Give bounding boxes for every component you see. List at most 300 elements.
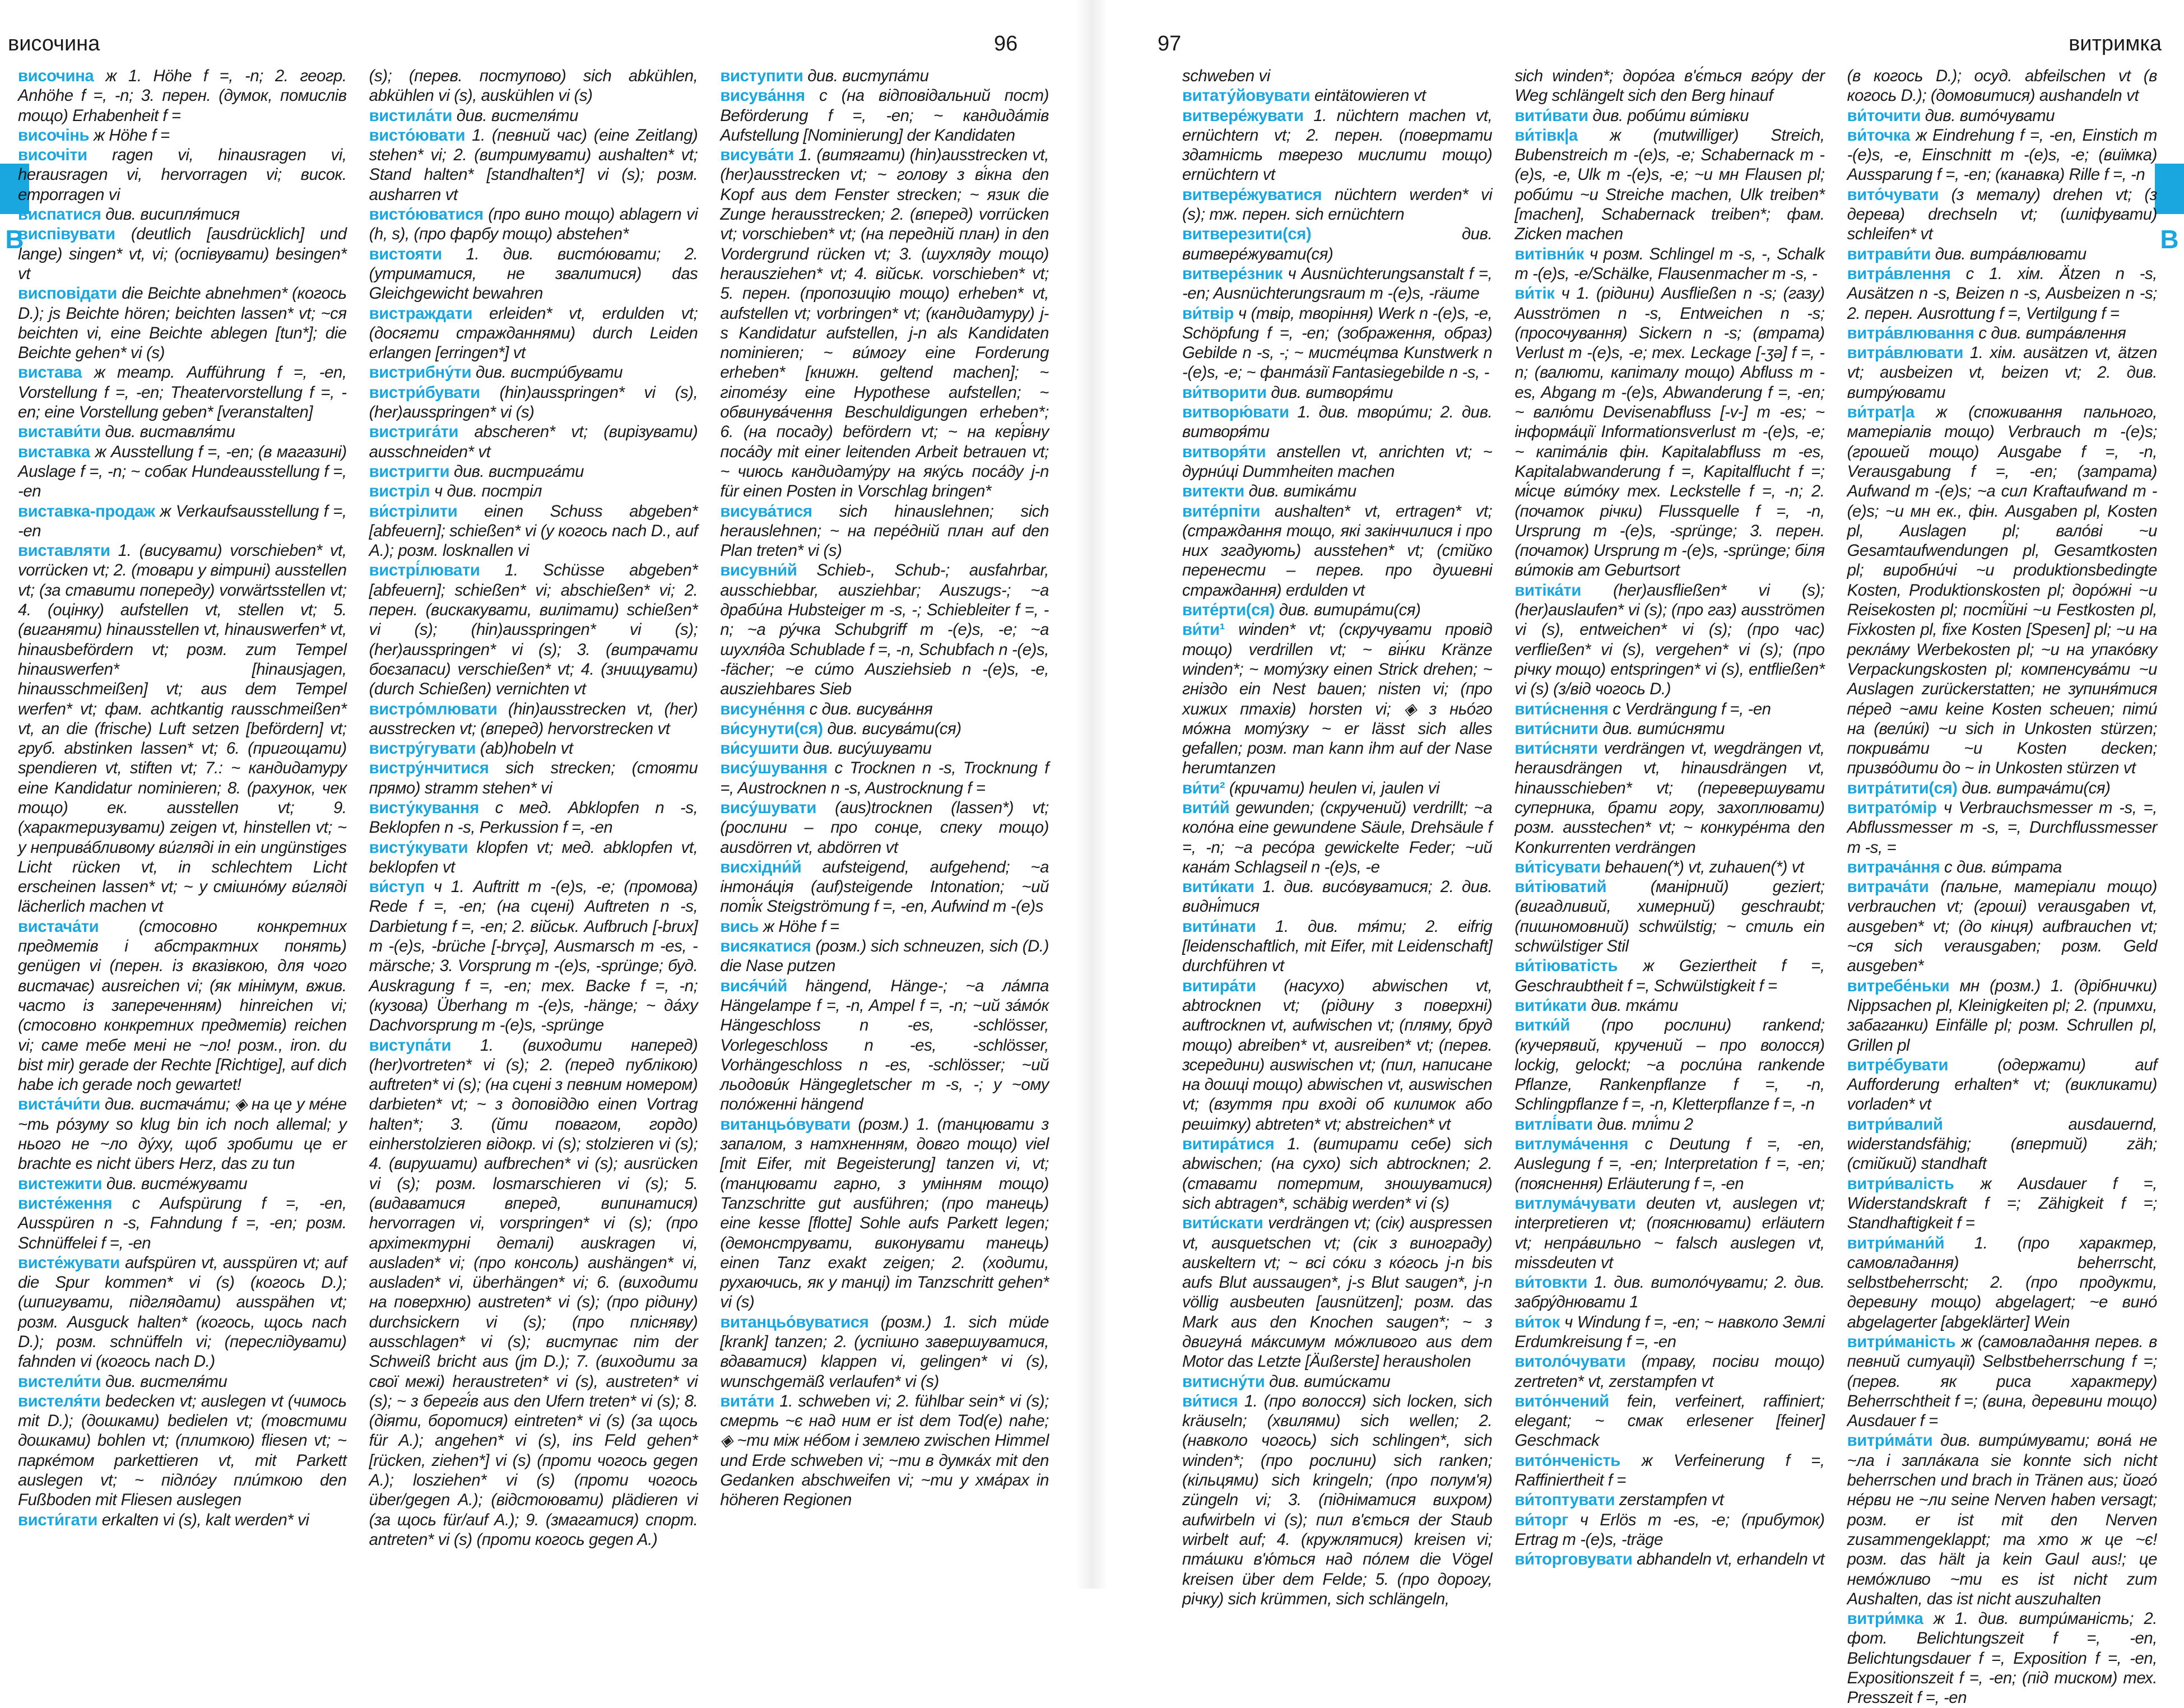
entry-definition: с див. витра́влення — [1978, 323, 2126, 342]
dictionary-entry — [369, 502, 698, 561]
entry-definition: eintätowieren vt — [1314, 86, 1426, 105]
entry-definition: (s); (перев. поступово) sich abkühlen, abkühlen vi (s), auskühlen vi (s) — [369, 67, 698, 105]
entry-definition: 1. (витягати) (hin)ausstrecken vt, (her)ausstrecken vt; ~ голову з ві́кна den Kopf aus dem Fenster strecken; ~ язик die Zunge herausstrecken; 2. (вперед) vorrücken vt; vorschieben* vt; (на передній план) in den Vordergrund rücken vt; 3. (шухляду тощо) herausziehen* vt; 4. військ. vorschieben* vt; 5. перен. (пропозицію тощо) erheben* vt, aufstellen vt; vorbringen* vt; (кандидатуру) j-s Kandidatur aufstellen, j-n als Kandidaten nominieren; ~ ви́могу eine Forderung erheben* [книжн. geltend machen]; ~ гіпоте́зу eine Hypothese aufstellen; ~ обвинува́чення Beschuldigungen erheben*; 6. (на посаду) befördern vt; ~ на кері́вну поса́ду mit einer leitenden Arbeit betrauen vt; ~ чиюсь кандидату́ру на яку́сь поса́ду j-n für einen Posten in Vorschlag bringen* — [720, 146, 1049, 501]
dictionary-entry — [1847, 323, 2157, 343]
dictionary-entry — [369, 560, 698, 699]
dictionary-entry — [1847, 1055, 2157, 1115]
entry-definition: ж (споживання пального, матеріалів тощо) Verbrauch m -(e)s; (грошей тощо) Ausgabe f =, -n, Verausgabung f =, -en; (затрата) Aufwand m -(e)s; ~а сил Kraftaufwand m -(e)s; ~и мн ек., фін. Ausgaben pl, Kosten pl, Auslagen pl; вало́ві ~и Gesamtaufwendungen pl, Gesamtkosten pl; виробни́чі ~и produktionsbedingte Kosten, Produktionskosten pl; доро́жні ~и Reisekosten pl; пості́йні ~и Festkosten pl, Fixkosten pl, fixe Kosten [Spesen] pl; ~и на рекла́му Werbekosten pl; ~и на упако́вку Verpackungskosten pl; компенсува́ти ~и Auslagen zurückerstatten; не зупиня́тися пе́ред ~ами keine Kosten scheuen; піти́ на (вели́кі) ~и sich in Unkosten stürzen; покрива́ти ~и Kosten decken; призво́дити до ~ in Unkosten stürzen vt — [1847, 403, 2157, 778]
dictionary-entry — [1182, 1134, 1492, 1213]
entry-headword: виставка — [18, 442, 90, 461]
dictionary-entry — [1182, 402, 1492, 442]
left-column-3 — [709, 66, 1060, 1574]
entry-headword: витрато́мір — [1847, 798, 1937, 817]
dictionary-entry — [1847, 778, 2157, 798]
entry-headword: витри́мка — [1847, 1609, 1923, 1628]
entry-definition: див. виставля́ти — [105, 423, 235, 442]
entry-headword: вису́шування — [720, 759, 828, 778]
dictionary-entry — [369, 126, 698, 205]
entry-definition: 1. див. висо́вуватися; 2. див. видні́тися — [1182, 878, 1493, 916]
entry-headword: витвере́жуватися — [1182, 185, 1322, 204]
entry-headword: витра́влення — [1847, 264, 1951, 283]
entry-headword: вистрі́лювати — [369, 561, 480, 580]
right-column-3 — [1836, 66, 2168, 1707]
entry-definition: winden* vt; (скручувати провід тощо) verdrillen vt; ~ він́ки Kränze winden*; ~ моту́зку einen Strick drehen; ~ гніздо ein Nest bauen; nisten vi; (про хижих птахів) horsten vi; ◈ з ньо́го мо́жна моту́зку ~ er lässt sich alles gefallen; розм. man kann ihm auf der Nase herumtanzen — [1182, 620, 1493, 778]
dictionary-entry — [1847, 1609, 2157, 1707]
dictionary-entry — [1514, 1549, 1824, 1569]
entry-definition: с див. висува́ння — [809, 699, 933, 718]
entry-headword: висту́кування — [369, 798, 479, 817]
entry-headword: виспівувати — [18, 225, 115, 244]
entry-headword: вистри́бувати — [369, 383, 480, 402]
entry-definition: с Verdrängung f =, -en — [1613, 699, 1771, 718]
entry-headword: ви́твір — [1182, 304, 1234, 323]
entry-headword: витри́маність — [1847, 1333, 1956, 1351]
entry-headword: вито́чувати — [1847, 185, 1939, 204]
dictionary-entry — [1182, 442, 1492, 482]
entry-definition: sich hinauslehnen; sich herauslehnen; ~ на пере́дній план auf den Plan treten* vi (s) — [720, 502, 1049, 560]
dictionary-entry — [1847, 1233, 2157, 1332]
entry-headword: вистру́нчитися — [369, 759, 489, 778]
entry-headword: ви́трат|а — [1847, 403, 1915, 422]
dictionary-entry — [1182, 304, 1492, 383]
dictionary-entry — [1514, 126, 1824, 244]
entry-headword: витлі́вати — [1514, 1115, 1593, 1134]
dictionary-entry — [1514, 1352, 1824, 1391]
entry-headword: вистру́гувати — [369, 739, 476, 758]
entry-definition: ч Windung f =, -en; ~ навколо Землі Erdumkreisung f =, -en — [1514, 1312, 1825, 1351]
entry-definition: Schieb-, Schub-; ausfahrbar, ausschiebbar, ausziehbar; Auszugs-; ~а драби́на Hubsteiger m -s, -; Schiebleiter f =, -n; ~а ру́чка Schubgriff m -(e)s, -e; ~а шухля́да Schublade f =, -n, Schubfach n -(e)s, -fächer; ~е си́то Ausziehsieb n -(e)s, -e, ausziehbares Sieb — [720, 561, 1049, 699]
entry-headword: ви́точка — [1847, 126, 1910, 145]
entry-definition: (ab)hobeln vt — [480, 739, 573, 758]
entry-headword: витребе́ньки — [1847, 976, 1950, 995]
entry-definition: 1. (певний час) (eine Zeitlang) stehen* vi; 2. (витримувати) aushalten* vt; Stand halten* [standhalten*] vi (s); розм. ausharren vt — [369, 126, 698, 204]
dictionary-entry — [369, 798, 698, 838]
dictionary-entry — [1514, 1451, 1824, 1491]
right-page — [1108, 0, 2184, 1707]
dictionary-entry — [1182, 264, 1492, 304]
dictionary-entry — [1847, 244, 2157, 264]
entry-headword: ви́ток — [1514, 1312, 1560, 1331]
dictionary-entry — [720, 560, 1049, 699]
dictionary-entry — [369, 739, 698, 758]
entry-definition: ж Verkaufsausstellung f =, -en — [18, 502, 347, 540]
dictionary-entry — [1847, 798, 2157, 857]
dictionary-entry — [1514, 1312, 1824, 1352]
entry-headword: витрача́ти — [1847, 878, 1929, 897]
entry-definition: 1. (виходити наперед) (her)vortreten* vi (s); 2. (перед публікою) auftreten* vi (s); (на сцені з певним номером) darbieten* vt; ~ з доповіддю einen Vortrag halten*; 3. (йти повагом, гордо) einherstolzieren відокр. vi (s); stolzieren vi (s); 4. (вирушати) aufbrechen* vi (s); ausrücken vi (s); розм. losmarschieren vi (s); 5. (видаватися вперед, випинатися) hervorragen vi, vorspringen* vi (s); (про архітектурні деталі) auskragen vi, ausladen* vi; (про консоль) aushängen* vi, ausladen* vi, überhängen* vi; 6. (виходити на поверхню) austreten* vi (s); (про рідину) durchsickern vi (s); (про плісняву) ausschlagen* vi (s); виступає піт der Schweiß bricht aus (jm D.); 7. (виходити за свої межі) heraustreten* vi (s), austreten* vi (s); ~ з берегі́в aus den Ufern treten* vi (s); 8. (діяти, боротися) eintreten* vi (s) (за щось für A.); angehen* vi (s), ins Feld gehen* [rücken, ziehen*] vi (s) (проти чогось gegen A.); losziehen* vi (s) (проти чогось über/gegen A.); (відстоювати) plädieren vi (за щось für/auf A.); 9. (змагатися) спорт. antreten* vi (s) (проти когось gegen A.) — [369, 1036, 698, 1549]
entry-headword: ви́ти² — [1182, 778, 1225, 797]
entry-definition: с мед. Abklopfen n -s, Beklopfen n -s, Perkussion f =, -en — [369, 798, 698, 837]
dictionary-entry — [1182, 106, 1492, 185]
entry-headword: витри́мани́й — [1847, 1233, 1945, 1252]
entry-definition: (стосовно конкретних предметів і абстрактних понять) genügen vi (перен. із вказівкою, для чого вистачає) ausreichen vi; (як мінімум, вжив. часто із запереченням) hinreichen vi; (стосовно конкретних предметів) reichen vi; саме тебе мені не ~ло! розм., iron. du bist mir) gerade der Rechte [Richtige], auf dich habe ich gerade noch gewartet! — [18, 917, 347, 1094]
entry-definition: див. вистача́ти; ◈ на це у ме́не ~ть ро́зуму so klug bin ich noch allemal; у нього не ~ло ду́ху, щоб зробити це er brachte es nicht übers Herz, das zu tun — [18, 1095, 347, 1173]
entry-headword: ви́тися — [1182, 1391, 1238, 1410]
dictionary-entry — [720, 798, 1049, 857]
entry-definition: 1. (висувати) vorschieben* vt, vorrücken vt; 2. (товари у вітрині) ausstellen vt; (за ставити попереду) vorwärtsstellen vt; 4. (оцінку) aufstellen vt, stellen vt; 5. (виганяти) hinausstellen vt, hinauswerfen* vt, hinausbefördern vt; розм. zum Tempel hinauswerfen* [hinausjagen, hinausschmeißen] vt; aus dem Tempel werfen* vt; фам. achtkantig rausschmeißen* vt, an die (frische) Luft setzen [befördern] vt; груб. abstinken lassen* vt; 6. (пригощати) spendieren vt, stiften vt; 7.: ~ кандидатуру eine Kandidatur nominieren; 8. (рахунок, чек тощо) ек. ausstellen vt; 9. (характеризувати) zeigen vt, hinstellen vt; ~ у неприва́бливому ви́гляді in ein ungünstiges Licht rücken vt, in schlechtem Licht erscheinen lassen* vt; ~ у смішно́му ви́гляді lächerlich machen vt — [18, 541, 347, 916]
dictionary-entry — [720, 145, 1049, 501]
entry-headword: вите́рти(ся) — [1182, 601, 1275, 620]
dictionary-entry — [1847, 66, 2157, 106]
entry-definition: ч 1. (рідини) Ausfließen n -s; (газу) Ausströmen n -s, Entweichen n -s; (просочування) Sickern n -s; (втрата) Verlust m -(e)s, -e; тех. Leckage [-ʒə] f =, -n; (валюти, капіталу тощо) Abfluss m -es, Abgang m -(e)s, Abwanderung f =, -en; ~ валю́ти Devisenabfluss [-v-] m -es; ~ інформа́ції Informationsverlust m -(e)s, -e; ~ капіта́лів фін. Kapitalabfluss m -es, Kapitalabwanderung f =, Kapitalflucht f =; мі́сце ви́то́ку тех. Leckstelle f =, -n; 2. (початок річки) Flussquelle f =, -n, Ursprung m -(e)s, -sprünge; 3. перен. (початок) Ursprung m -(e)s, -sprünge; біля ви́токів am Geburtsort — [1514, 284, 1825, 580]
entry-headword: ви́точити — [1847, 106, 1921, 125]
dictionary-entry — [369, 481, 698, 501]
entry-headword: ви́тісувати — [1514, 857, 1601, 876]
dictionary-entry — [18, 1372, 347, 1391]
entry-definition: див. тлі́ти 2 — [1597, 1115, 1693, 1134]
entry-headword: вити́снення — [1514, 699, 1609, 718]
entry-definition: (про рослини) rankend; (кучерявий, кручений – про волосся) lockig, gelockt; ~а росли́на rankende Pflanze, Rankenpflanze f =, -n, Schlingpflanze f =, -n, Kletterpflanze f =, -n — [1514, 1016, 1825, 1114]
entry-headword: вистави́ти — [18, 423, 101, 442]
entry-definition: ragen vi, hinausragen vi, herausragen vi, hervorragen vi; висок. emporragen vi — [18, 146, 347, 204]
entry-headword: виста́чи́ти — [18, 1095, 100, 1114]
dictionary-entry — [1514, 877, 1824, 956]
entry-definition: (hin)ausstrecken vt, (her) ausstrecken vt; (вперед) hervorstrecken vt — [369, 699, 698, 738]
left-running-head: височина — [8, 32, 100, 55]
entry-headword: вистріл — [369, 482, 430, 501]
entry-definition: ж (самовладання перев. в певний ситуації) Selbstbeherrschung f =; (перев. як риса характеру) Beherrschtheit f =; (вина, деревини тощо) Ausdauer f = — [1847, 1333, 2157, 1431]
entry-headword: висякатися — [720, 937, 811, 956]
entry-definition: abscheren* vt; (вирізувати) ausschneiden* vt — [369, 423, 698, 461]
entry-definition: див. вистеля́ти — [105, 1372, 227, 1391]
right-column-1 — [1171, 66, 1503, 1608]
entry-definition: aufspüren vt, ausspüren vt; auf die Spur kommen* vi (s) (когось D.); (шпигувати, підглядати) ausspähen vt; розм. Ausguck halten* (когось, щось nach D.); розм. schnüffeln vi; (переслідувати) fahnden vi (когось nach D.) — [18, 1253, 347, 1371]
entry-headword: виспатися — [18, 205, 101, 224]
entry-headword: витра́влювати — [1847, 344, 1963, 363]
entry-headword: височина — [18, 67, 94, 85]
entry-headword: вистояти — [369, 244, 442, 263]
entry-definition: див. роби́ти ви́тівки — [1592, 106, 1749, 125]
dictionary-entry — [1847, 264, 2157, 323]
dictionary-entry — [18, 205, 347, 224]
dictionary-entry — [18, 1510, 347, 1530]
entry-definition: ж Ausdauer f =, Widerstandskraft f =; Zähigkeit f =; Standhaftigkeit f = — [1847, 1174, 2157, 1233]
dictionary-entry — [18, 1253, 347, 1372]
dictionary-entry — [1182, 1372, 1492, 1391]
entry-definition: (одержати) auf Aufforderung erhalten* vt; (викликати) vorladen* vt — [1847, 1055, 2157, 1114]
dictionary-entry — [18, 284, 347, 363]
entry-headword: вистила́ти — [369, 106, 453, 125]
book-gutter — [1076, 0, 1108, 1589]
entry-definition: див. витира́ти(ся) — [1279, 601, 1421, 620]
left-columns — [7, 66, 1060, 1574]
dictionary-entry — [1182, 383, 1492, 402]
entry-definition: с (на відповідальний пост) Beförderung f =, -en; ~ кандида́тів Aufstellung [Nominierung] der Kandidaten — [720, 86, 1049, 145]
entry-headword: вистригти — [369, 462, 450, 481]
dictionary-entry — [1514, 1194, 1824, 1273]
entry-headword: висто́ювати — [369, 126, 466, 145]
entry-headword: витира́ти — [1182, 976, 1256, 995]
entry-headword: ви́товкти — [1514, 1273, 1588, 1292]
dictionary-entry — [18, 66, 347, 126]
entry-definition: див. висува́ти(ся) — [827, 719, 961, 738]
dictionary-entry — [1182, 778, 1492, 798]
right-page-number: 97 — [1158, 32, 1182, 55]
dictionary-entry — [18, 1094, 347, 1173]
entry-definition: див. витворя́ти — [1271, 383, 1393, 402]
dictionary-entry — [18, 917, 347, 1095]
entry-definition: 1. див. твори́ти; 2. див. витворя́ти — [1182, 403, 1493, 442]
entry-headword: ви́ступ — [369, 878, 425, 897]
entry-headword: вистраждати — [369, 304, 473, 323]
entry-headword: витисну́ти — [1182, 1372, 1265, 1391]
entry-headword: ви́торг — [1514, 1510, 1568, 1529]
entry-definition: (пальне, матеріали тощо) verbrauchen vt; (гроші) verausgaben vt, ausgeben* vt; (до кінця) aufbrauchen vt; ~ся sich verausgaben; розм. Geld ausgeben* — [1847, 878, 2157, 976]
entry-definition: див. витри́мувати; вона́ не ~ла і запла́кала sie konnte sich nicht beherrschen und brach in Tränen aus; його́ не́рви не ~ли seine Nerven haben versagt; розм. er ist mit den Nerven zusammengeklappt; та хто ж це ~є! розм. das hält ja kein Gaul aus!; це немо́жливо ~ти es ist nicht zum Aushalten, das ist nicht auszuhalten — [1847, 1431, 2157, 1608]
entry-definition: 1. nüchtern machen vt, ernüchtern vt; 2. перен. (повертати здатність тверезо мислити тощо) ernüchtern vt — [1182, 106, 1493, 184]
dictionary-entry — [720, 976, 1049, 1115]
dictionary-entry — [1847, 402, 2157, 778]
entry-headword: вистели́ти — [18, 1372, 101, 1391]
entry-headword: ви́сунути(ся) — [720, 719, 823, 738]
entry-headword: витра́тити(ся) — [1847, 778, 1958, 797]
dictionary-entry — [1514, 66, 1824, 106]
entry-definition: die Beichte abnehmen* (когось D.); js Beichte hören; beichten lassen* vt; ~ся beichten vi, eine Beichte ablegen [tun*]; die Beichte gehen* vi (s) — [18, 284, 347, 363]
dictionary-entry — [369, 462, 698, 481]
entry-definition: с Trocknen n -s, Trocknung f =, Austrocknen n -s, Austrocknung f = — [720, 759, 1049, 797]
entry-headword: виставляти — [18, 541, 110, 560]
entry-definition: (розм.) sich schneuzen, sich (D.) die Nase putzen — [720, 937, 1049, 976]
entry-definition: sich strecken; (стояти прямо) stramm stehen* vi — [369, 759, 698, 797]
entry-headword: височіти — [18, 146, 87, 165]
entry-headword: витворя́ти — [1182, 442, 1266, 461]
entry-definition: (deutlich [ausdrücklich] und lange) singen* vt, vi; (оспівувати) besingen* vt — [18, 225, 347, 283]
dictionary-entry — [18, 541, 347, 917]
dictionary-entry — [369, 699, 698, 739]
entry-headword: ви́торговувати — [1514, 1550, 1633, 1569]
entry-definition: 1. (витирати себе) sich abwischen; (на сухо) sich abtrocknen; 2. (ставати потертим, зношуватися) sich abtragen*, schäbig werden* vi (s) — [1182, 1135, 1493, 1213]
dictionary-entry — [720, 86, 1049, 145]
entry-headword: вита́ти — [720, 1391, 774, 1410]
dictionary-entry — [720, 857, 1049, 917]
entry-definition: erkalten vi (s), kalt werden* vi — [101, 1510, 309, 1529]
entry-definition: див. вити́сняти — [1602, 719, 1725, 738]
right-running-head: витримка — [2069, 32, 2162, 55]
entry-definition: verdrängen vt; (сік) auspressen vt, ausquetschen vt; (сік з винограду) auskeltern vt; ~ всі со́ки з ко́гось j-n bis aufs Blut aussaugen*, j-s Blut saugen*, j-n völlig ausbeuten [ausnützen]; розм. das Mark aus den Knochen saugen*; ~ з двигуна́ ма́ксимум мо́жливого aus dem Motor das Letzte [Äußerste] herausholen — [1182, 1214, 1493, 1371]
entry-definition: ч 1. Auftritt m -(e)s, -e; (промова) Rede f =, -en; (на сцені) Auftreten n -s, Darbietung f =, -en; 2. військ. Aufbruch [-brux] m -(e)s, -brüche [-brʏçə], Ausmarsch m -es, -märsche; 3. Vorsprung m -(e)s, -sprünge; буд. Auskragung f =, -en; тех. Backe f =, -n; (кузова) Überhang m -(e)s, -hänge; ~ да́ху Dachvorsprung m -(e)s, -sprünge — [369, 878, 698, 1035]
dictionary-entry — [1847, 106, 2157, 126]
entry-headword: виступити — [720, 67, 803, 85]
dictionary-entry — [1182, 976, 1492, 1134]
dictionary-entry — [1847, 877, 2157, 976]
dictionary-entry — [1182, 1391, 1492, 1609]
entry-definition: (aus)trocknen (lassen*) vt; (рослини – про сонце, спеку тощо) ausdörren vt, abdörren vt — [720, 798, 1049, 857]
dictionary-entry — [720, 66, 1049, 86]
entry-definition: ж Höhe f = — [763, 917, 839, 936]
dictionary-entry — [720, 917, 1049, 936]
dictionary-entry — [1514, 1015, 1824, 1114]
entry-definition: див. вистри́бувати — [476, 363, 623, 382]
dictionary-entry — [1182, 66, 1492, 86]
entry-definition: див. вито́чувати — [1925, 106, 2055, 125]
dictionary-entry — [1847, 976, 2157, 1055]
entry-headword: вису́шувати — [720, 798, 816, 817]
dictionary-entry — [1514, 284, 1824, 580]
entry-headword: виставка-продаж — [18, 502, 155, 521]
entry-definition: (кричати) heulen vi, jaulen vi — [1229, 778, 1440, 797]
entry-definition: ч (твір, творіння) Werk n -(e)s, -e, Schöpfung f =, -en; (зображення, образ) Gebilde n -s, -; ~ мисте́цтва Kunstwerk n -(e)s, -e; ~ фанта́зії Fantasiegebilde n -s, - — [1182, 304, 1493, 382]
entry-headword: вити́нати — [1182, 917, 1256, 936]
entry-definition: deuten vt, auslegen vt; interpretieren vt; (пояснювати) erläutern vt; непра́вильно ~ falsch auslegen vt, missdeuten vt — [1514, 1194, 1825, 1272]
dictionary-entry — [1514, 244, 1824, 284]
entry-headword: вистрибну́ти — [369, 363, 472, 382]
dictionary-entry — [1847, 343, 2157, 402]
entry-headword: вити́й — [1182, 798, 1230, 817]
entry-headword: вися́чи́й — [720, 976, 787, 995]
dictionary-entry — [369, 758, 698, 798]
entry-definition: ч Ausnüchterungsanstalt f =, -en; Ausnüchterungsraum m -(e)s, -räume — [1182, 264, 1493, 303]
entry-definition: ж Geziertheit f =, Geschraubtheit f =, Schwülstigkeit f = — [1514, 957, 1825, 995]
dictionary-entry — [18, 145, 347, 205]
entry-headword: висуне́ння — [720, 699, 805, 718]
dictionary-entry — [1847, 1332, 2157, 1431]
entry-headword: витверезити(ся) — [1182, 225, 1312, 244]
dictionary-entry — [18, 442, 347, 502]
entry-definition: ж Verfeinerung f =, Raffiniertheit f = — [1514, 1451, 1825, 1490]
entry-definition: zerstampfen vt — [1619, 1491, 1724, 1510]
entry-definition: див. вистеля́ти — [456, 106, 579, 125]
right-columns — [1171, 66, 2168, 1707]
dictionary-entry — [1514, 1115, 1824, 1134]
entry-headword: вити́снити — [1514, 719, 1598, 738]
right-column-2 — [1503, 66, 1836, 1574]
entry-definition: с див. ви́трата — [1944, 857, 2062, 876]
entry-definition: (в когось D.); осуд. abfeilschen vt (в когось D.); (домовитися) aushandeln vt — [1847, 67, 2157, 105]
entry-definition: див. витрача́ти(ся) — [1962, 778, 2111, 797]
entry-definition: einen Schuss abgeben* [abfeuern]; schießen* vi (у когось nach D., auf A.); розм. losknallen vi — [369, 502, 698, 560]
dictionary-entry — [1514, 106, 1824, 126]
dictionary-entry — [1514, 1391, 1824, 1451]
entry-definition: ч Erlös m -es, -e; (прибуток) Ertrag m -(e)s, -träge — [1514, 1510, 1825, 1549]
entry-definition: (hin)ausspringen* vi (s), (her)ausspringen* vi (s) — [369, 383, 698, 422]
entry-headword: ви́тік — [1514, 284, 1555, 303]
entry-headword: ви́стрілити — [369, 502, 458, 521]
entry-headword: вистежити — [18, 1174, 103, 1193]
entry-definition: (розм.) 1. sich müde [krank] tanzen; 2. (успішно завершуватися, вдаватися) klappen vi, gelingen* vi (s), wunschgemäß verlaufen* vi (s) — [720, 1312, 1049, 1391]
dictionary-entry — [1182, 600, 1492, 620]
left-column-1 — [7, 66, 358, 1574]
entry-definition: див. вису́шувати — [803, 739, 932, 758]
dictionary-entry — [369, 205, 698, 244]
entry-definition: ж 1. Höhe f =, -n; 2. геогр. Anhöhe f =, -n; 3. перен. (думок, помислів тощо) Erhabenheit f = — [18, 67, 347, 125]
dictionary-entry — [369, 877, 698, 1035]
dictionary-entry — [1182, 798, 1492, 877]
entry-definition: див. вистрига́ти — [453, 462, 584, 481]
entry-definition: klopfen vt; мед. abklopfen vt, beklopfen vt — [369, 838, 698, 876]
thumb-tab-letter: В — [2155, 214, 2184, 264]
dictionary-entry — [18, 1194, 347, 1253]
entry-definition: bedecken vt; auslegen vt (чимось mit D.); (дошками) bedielen vt; (товстими дошками) bohlen vt; (плиткою) fliesen vt; ~ парке́том parkettieren vt, mit Parkett auslegen vt; ~ підло́гу пли́ткою den Fußboden mit Fliesen auslegen — [18, 1391, 347, 1510]
entry-headword: витлума́чувати — [1514, 1194, 1636, 1213]
entry-definition: 1. див. витоло́чувати; 2. див. забру́днювати 1 — [1514, 1273, 1825, 1312]
entry-headword: витвере́зник — [1182, 264, 1283, 283]
dictionary-entry — [369, 383, 698, 423]
entry-headword: висту́кувати — [369, 838, 468, 857]
entry-headword: витрави́ти — [1847, 244, 1931, 263]
entry-headword: ви́сушити — [720, 739, 799, 758]
left-column-2 — [358, 66, 709, 1574]
entry-definition: 1. (про волосся) sich locken, sich kräuseln; (хвилями) sich wellen; 2. (навколо чогось) sich schlingen*, sich winden*; (про рослини) sich ranken; (кільцями) sich kringeln; (про полум'я) züngeln vi; 3. (підніматися вихром) aufwirbeln vi (s); пил в'ється der Staub wirbelt auf; 4. (кружлятися) kreisen vi; пта́шки в'ю́ться над по́лем die Vögel kreisen über dem Felde; 5. (про дорогу, річку) sich krümmen, sich schlängeln, — [1182, 1391, 1493, 1608]
entry-definition: aufsteigend, aufgehend; ~а інтона́ція (auf)steigende Intonation; ~ий поті́к Steigströmung f =, -en, Aufwind m -(e)s — [720, 857, 1049, 916]
entry-headword: висти́гати — [18, 1510, 97, 1529]
dictionary-entry — [18, 363, 347, 422]
entry-definition: ж Ausstellung f =, -en; (в магазині) Auslage f =, -n; ~ собак Hundeausstellung f =, -en — [18, 442, 347, 501]
entry-definition: (her)ausfließen* vi (s); (her)auslaufen* vi (s); (про газ) ausströmen vi (s), entweichen* vi (s); (про час) verfließen* vi (s), vergehen* vi (s); (про річку тощо) entspringen* vi (s), entfließen* vi (s) (з/від чогось D.) — [1514, 581, 1825, 699]
entry-headword: витвере́жувати — [1182, 106, 1304, 125]
dictionary-entry — [720, 1391, 1049, 1510]
dictionary-entry — [1847, 1115, 2157, 1174]
entry-definition: мн (розм.) 1. (дрібнички) Nippsachen pl, Kleinigkeiten pl; 2. (примхи, забаганки) Einfälle pl; розм. Schrullen pl, Grillen pl — [1847, 976, 2157, 1055]
entry-definition: abhandeln vt, erhandeln vt — [1637, 1550, 1825, 1569]
entry-definition: ж театр. Aufführung f =, -en, Vorstellung f =, -en; Theatervorstellung f =, -en; eine Vorstellung geben* [veranstalten] — [18, 363, 347, 422]
entry-headword: вити́кати — [1182, 878, 1254, 897]
dictionary-entry — [369, 1036, 698, 1550]
dictionary-entry — [369, 304, 698, 363]
entry-headword: витівни́к — [1514, 244, 1584, 263]
dictionary-entry — [369, 106, 698, 126]
entry-definition: 1. schweben vi; 2. fühlbar sein* vi (s); смерть ~є над ним er ist dem Tod(e) nahe; ◈ ~ти між не́бом і землею zwischen Himmel und Erde schweben vi; ~ти в думка́х mit den Gedanken abschweifen vi; ~ти у хма́рах in höheren Regionen — [720, 1391, 1049, 1510]
dictionary-entry — [1182, 502, 1492, 600]
entry-definition: див. виступа́ти — [807, 67, 929, 85]
entry-headword: вистрига́ти — [369, 423, 459, 442]
entry-headword: висува́ти — [720, 146, 794, 165]
entry-definition: (насухо) abwischen vt, abtrocknen vt; (рідину з поверхні) auftrocknen vt, aufwischen vt; (пляму, бруд тощо) abreiben* vt, ausreiben* vt; (перев. зсередини) auswischen vt; (пил, написане на дошці тощо) abwischen vt, auswischen vt; (взуття при вході об килимок або решітку) abtreten* vt; abstreichen* vt — [1182, 976, 1493, 1134]
entry-headword: ви́ти¹ — [1182, 620, 1225, 639]
dictionary-entry — [1182, 620, 1492, 778]
entry-headword: витворю́вати — [1182, 403, 1289, 422]
entry-headword: вистеля́ти — [18, 1391, 101, 1410]
entry-definition: ч Verbrauchsmesser m -s, =, Abflussmesser m -s, =, Durchflussmesser m -s, = — [1847, 798, 2157, 857]
dictionary-entry — [1514, 1510, 1824, 1550]
entry-headword: вись — [720, 917, 759, 936]
entry-definition: див. витра́влювати — [1935, 244, 2087, 263]
entry-definition: erleiden* vt, erdulden vt; (досягти стражданнями) durch Leiden erlangen [erringen*] vt — [369, 304, 698, 363]
entry-definition: nüchtern werden* vi (s); тж. перен. sich ernüchtern — [1182, 185, 1493, 224]
entry-headword: висповідати — [18, 284, 117, 303]
entry-definition: (розм.) 1. (танцювати з запалом, з натхненням, довго тощо) viel [mit Eifer, mit Begeisterung] tanzen vi, vt; (танцювати гарно, з умінням тощо) Tanzschritte gut ausführen; (про танець) eine kesse [flotte] Sohle aufs Parkett legen; (демонструвати, виконувати танець) einen Tanz exakt zeigen; 2. (ходити, рухаючись, як у танці) im Tanzschritt gehen* vi (s) — [720, 1115, 1049, 1312]
entry-headword: височінь — [18, 126, 90, 145]
dictionary-entry — [720, 1312, 1049, 1391]
dictionary-entry — [369, 838, 698, 878]
entry-definition: aushalten* vt, ertragen* vt; (страждання тощо, які закінчилися і про них згадують) ausstehen* vt; (стійко перенести – перев. про душевні страждання) erdulden vt — [1182, 502, 1493, 600]
dictionary-entry — [18, 224, 347, 284]
entry-headword: витира́тися — [1182, 1135, 1275, 1154]
entry-definition: див. витвере́жувати(ся) — [1182, 225, 1493, 263]
entry-definition: 1. див. тя́ти; 2. eifrig [leidenschaftlich, mit Eifer, mit Leidenschaft] durchführen vt — [1182, 917, 1493, 976]
entry-headword: витанцьо́вувати — [720, 1115, 851, 1134]
entry-definition: anstellen vt, anrichten vt; ~ дурни́ці Dummheiten machen — [1182, 442, 1493, 481]
entry-headword: витлума́чення — [1514, 1135, 1629, 1154]
entry-definition: ж 1. див. витри́маність; 2. фот. Belichtungszeit f =, -en, Belichtungsdauer f =, Exposition f =, -en, Expositionszeit f =, -en; (під тиском) тех. Presszeit f =, -en — [1847, 1609, 2157, 1707]
entry-headword: висува́тися — [720, 502, 812, 521]
entry-headword: висхідни́й — [720, 857, 802, 876]
entry-definition: (з металу) drehen vt; (з дерева) drechseln vt; (шліфувати) schleifen* vt — [1847, 185, 2157, 244]
entry-headword: висувни́й — [720, 561, 797, 580]
dictionary-entry — [369, 244, 698, 304]
entry-headword: витекти — [1182, 482, 1244, 501]
entry-headword: вите́рпіти — [1182, 502, 1261, 521]
entry-definition: див. висипля́тися — [105, 205, 240, 224]
dictionary-entry — [1514, 1273, 1824, 1312]
dictionary-entry — [720, 936, 1049, 976]
entry-headword: витри́ма́ти — [1847, 1431, 1933, 1450]
dictionary-entry — [1182, 86, 1492, 105]
entry-headword: витре́бувати — [1847, 1055, 1949, 1074]
dictionary-entry — [1514, 1490, 1824, 1510]
left-page-number: 96 — [994, 32, 1018, 55]
dictionary-entry — [369, 66, 698, 106]
dictionary-entry — [18, 1174, 347, 1194]
